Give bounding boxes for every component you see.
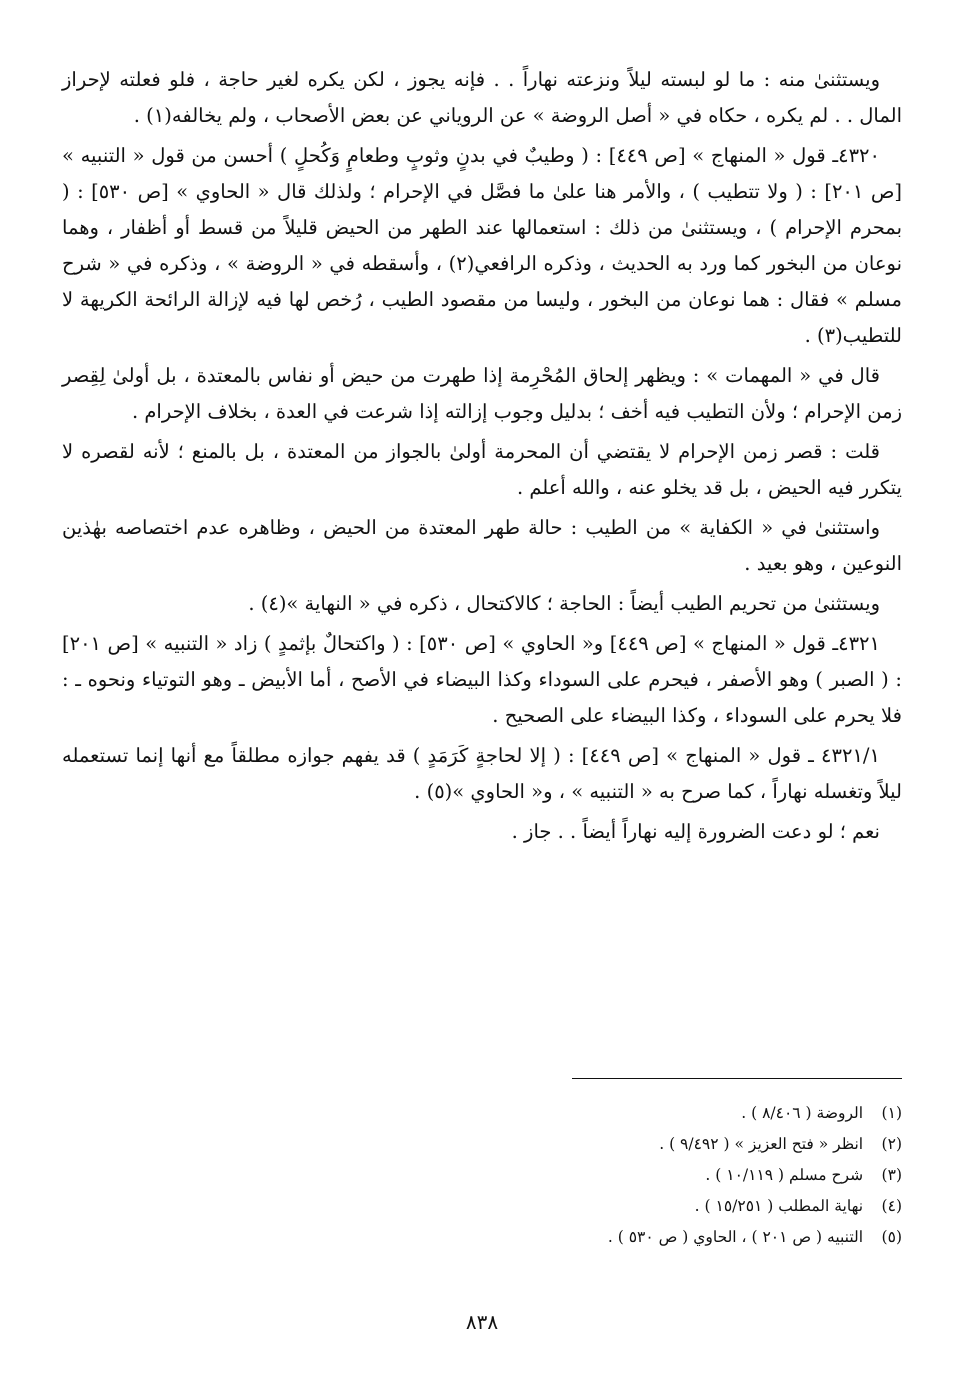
paragraph-4: قلت : قصر زمن الإحرام لا يقتضي أن المحرمة أولىٰ بالجواز من المعتدة ، بل بالمنع ؛ لأنه لقصره لا يتكرر فيه الحيض ، بل قد يخلو عنه ، والله أعلم . — [62, 440, 902, 499]
paragraph-7: ٤٣٢١ـ قول « المنهاج » [ص ٤٤٩] و« الحاوي » [ص ٥٣٠] : ( واكتحالٌ بإثمدٍ ) زاد « التنبيه » [ص ٢٠١] : ( الصبر ) وهو الأصفر ، فيحرم على السوداء وكذا البيضاء في الأصح ، أما الأبيض ـ وهو التوتياء ونحوه ـ : فلا يحرم على السوداء ، وكذا البيضاء على الصحيح . — [62, 632, 902, 727]
footnote — [202, 1222, 902, 1253]
footnote-number: (١) — [881, 1104, 902, 1122]
footnotes-divider — [572, 1078, 902, 1079]
footnotes — [202, 1098, 902, 1253]
footnote-text: انظر « فتح العزيز » ( ٩/٤٩٢ ) . — [659, 1135, 864, 1153]
footnote — [202, 1191, 902, 1222]
footnote-text: التنبيه ( ص ٢٠١ ) ، الحاوي ( ص ٥٣٠ ) . — [607, 1228, 864, 1246]
footnote — [202, 1098, 902, 1129]
footnote-number: (٢) — [881, 1135, 902, 1153]
footnote-text: نهاية المطلب ( ١٥/٢٥١ ) . — [694, 1197, 864, 1215]
paragraph-1: ويستثنىٰ منه : ما لو لبسته ليلاً ونزعته نهاراً . . فإنه يجوز ، لكن يكره لغير حاجة ، فلو فعلته لإحراز المال . . لم يكره ، حكاه في « أصل الروضة » عن الروياني عن بعض الأصحاب ، ولم يخالفه(١) . — [62, 68, 902, 127]
paragraph-6: ويستثنىٰ من تحريم الطيب أيضاً : الحاجة ؛ كالاكتحال ، ذكره في « النهاية »(٤) . — [248, 592, 880, 615]
page-number: ٨٣٨ — [465, 1310, 499, 1334]
paragraph-9: نعم ؛ لو دعت الضرورة إليه نهاراً أيضاً . . جاز . — [511, 820, 880, 843]
footnote-text: الروضة ( ٨/٤٠٦ ) . — [741, 1104, 864, 1122]
footnote-text: شرح مسلم ( ١٠/١١٩ ) . — [705, 1166, 864, 1184]
footnote-number: (٥) — [881, 1228, 902, 1246]
footnote — [202, 1129, 902, 1160]
footnote-number: (٣) — [881, 1166, 902, 1184]
paragraph-5: واستثنىٰ في « الكفاية » من الطيب : حالة طهر المعتدة من الحيض ، وظاهره عدم اختصاصه بهٰذين النوعين ، وهو بعيد . — [62, 516, 902, 575]
paragraph-2: ٤٣٢٠ـ قول « المنهاج » [ص ٤٤٩] : ( وطيبٌ في بدنٍ وثوبٍ وطعامٍ وَكُحلٍ ) أحسن من قول « التنبيه » [ص ٢٠١] : ( ولا تتطيب ) ، والأمر هنا علىٰ ما فصَّل في الإحرام ؛ ولذلك قال « الحاوي » [ص ٥٣٠] : ( بمحرم الإحرام ) ، ويستثنىٰ من ذلك : استعمالها عند الطهر من الحيض قليلاً من قسط أو أظفار ، وهما نوعان من البخور كما ورد به الحديث ، وذكره الرافعي(٢) ، وأسقطه في « الروضة » ، وذكره في « شرح مسلم » فقال : هما نوعان من البخور ، وليسا من مقصود الطيب ، رُخص لها فيه لإزالة الرائحة الكريهة لا للتطيب(٣) . — [62, 144, 903, 347]
footnote-number: (٤) — [881, 1197, 902, 1215]
footnote — [202, 1160, 902, 1191]
main-text — [62, 62, 902, 854]
paragraph-3: قال في « المهمات » : ويظهر إلحاق المُحْرِمة إذا طهرت من حيض أو نفاس بالمعتدة ، بل أولىٰ لِقِصر زمن الإحرام ؛ ولأن التطيب فيه أخف ؛ بدليل وجوب إزالته إذا شرعت في العدة ، بخلاف الإحرام . — [62, 364, 902, 423]
paragraph-8: ٤٣٢١/١ ـ قول « المنهاج » [ص ٤٤٩] : ( إلا لحاجةٍ كَرَمَدٍ ) قد يفهم جوازه مطلقاً مع أنها إنما تستعمله ليلاً وتغسله نهاراً ، كما صرح به « التنبيه » ، و« الحاوي »(٥) . — [62, 744, 902, 803]
